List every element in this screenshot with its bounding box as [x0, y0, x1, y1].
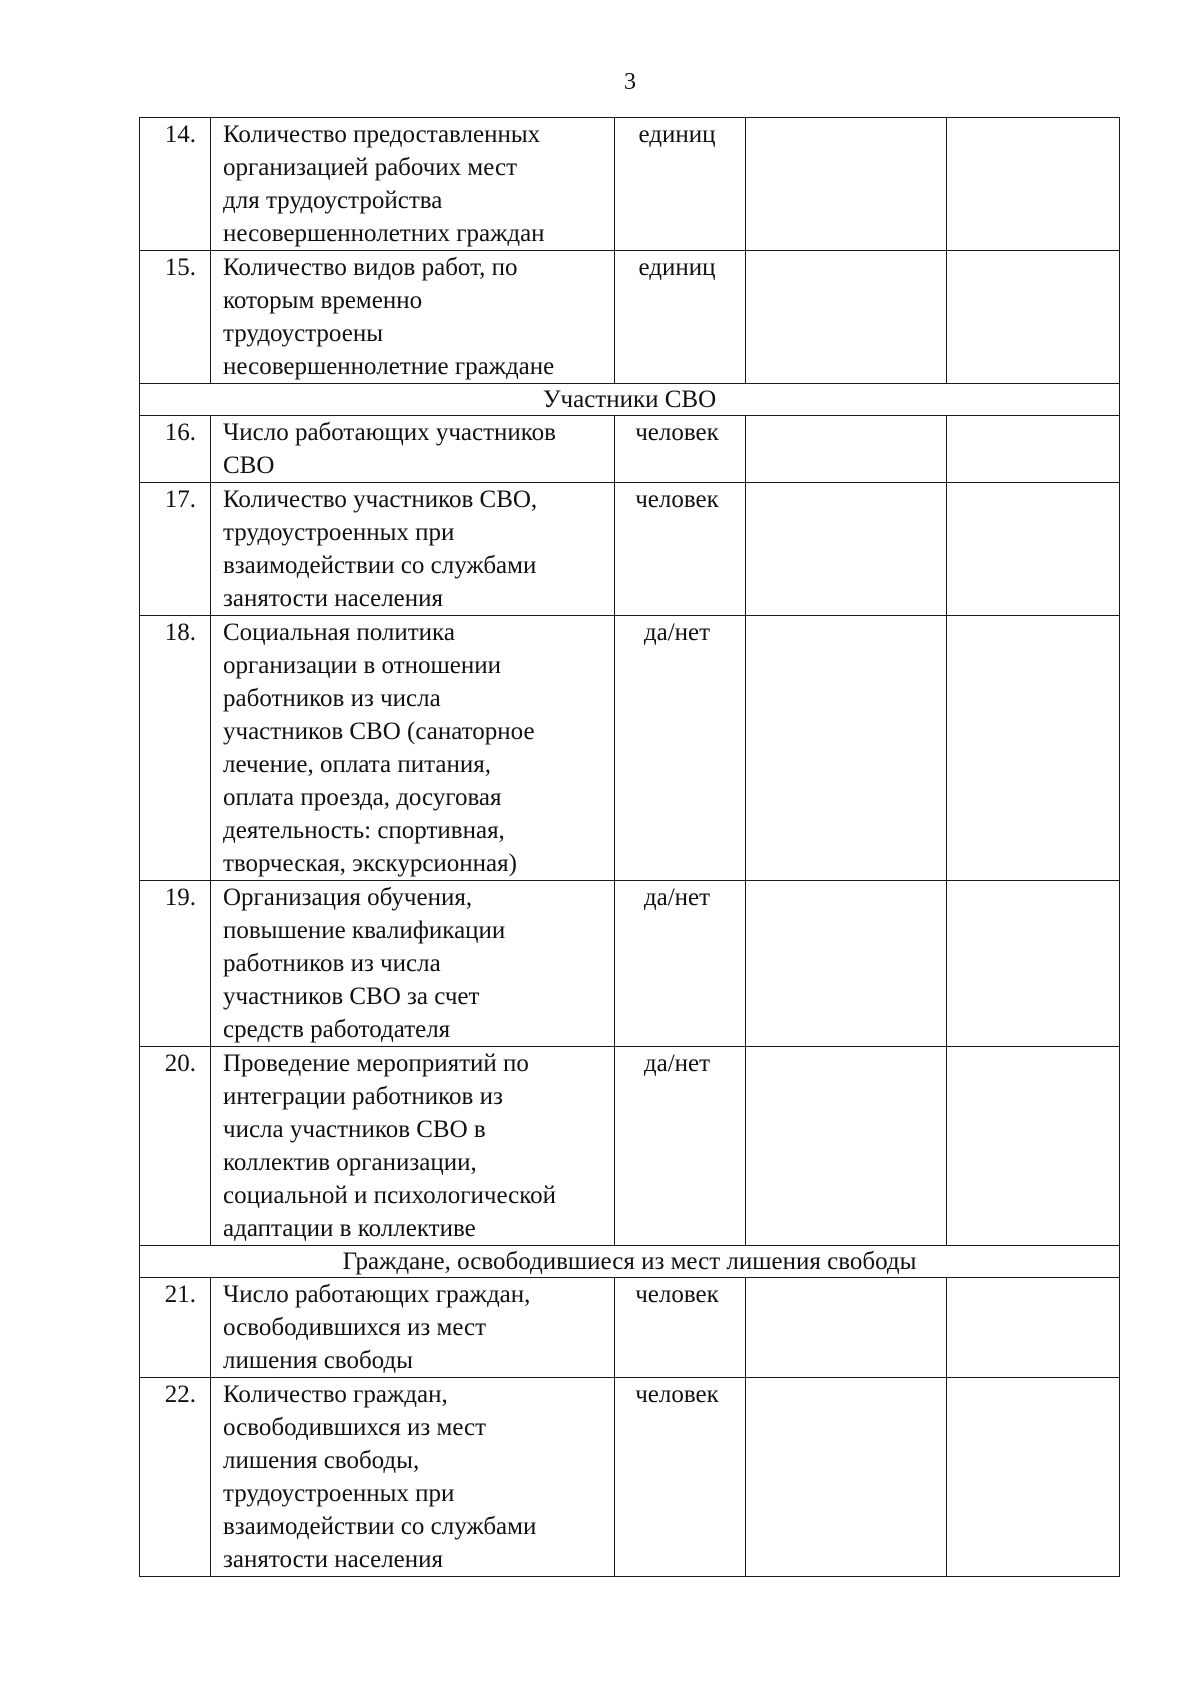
value-cell[interactable] [947, 1047, 1120, 1246]
indicator-name-line: взаимодействии со службами [223, 552, 537, 579]
indicator-name-line: лишения свободы, [223, 1447, 420, 1474]
row-number: 18. [140, 616, 211, 881]
indicator-name-line: участников СВО за счет [223, 983, 480, 1010]
value-cell[interactable] [947, 1278, 1120, 1378]
table-row [140, 616, 1120, 881]
indicator-name-line: работников из числа [223, 950, 441, 977]
indicator-name [211, 616, 615, 881]
indicator-name [211, 118, 615, 251]
indicator-name-line: Количество предоставленных [223, 121, 541, 148]
row-number: 15. [140, 251, 211, 384]
indicator-name-line: лишения свободы [223, 1347, 413, 1374]
indicator-name-line: участников СВО (санаторное [223, 718, 535, 745]
unit-of-measure: человек [615, 416, 746, 483]
value-cell[interactable] [746, 118, 947, 251]
indicator-name-line: Количество видов работ, по [223, 254, 518, 281]
unit-of-measure: единиц [615, 251, 746, 384]
indicator-name-line: несовершеннолетних граждан [223, 220, 545, 247]
indicator-name-line: взаимодействии со службами [223, 1513, 537, 1540]
value-cell[interactable] [746, 1047, 947, 1246]
indicator-name-line: деятельность: спортивная, [223, 817, 505, 844]
row-number: 20. [140, 1047, 211, 1246]
section-header-row [140, 1246, 1120, 1278]
indicator-name [211, 881, 615, 1047]
indicator-name-line: трудоустроенных при [223, 1480, 455, 1507]
row-number: 21. [140, 1278, 211, 1378]
row-number: 14. [140, 118, 211, 251]
value-cell[interactable] [746, 483, 947, 616]
indicator-name-line: организации в отношении [223, 652, 501, 679]
table-row [140, 416, 1120, 483]
indicator-name-line: освободившихся из мест [223, 1414, 487, 1441]
indicator-name-line: Число работающих участников [223, 419, 556, 446]
indicator-name-line: работников из числа [223, 685, 441, 712]
indicator-name-line: трудоустроенных при [223, 519, 455, 546]
row-number: 22. [140, 1378, 211, 1577]
indicator-table [139, 117, 1120, 1577]
indicator-name-line: повышение квалификации [223, 917, 506, 944]
value-cell[interactable] [947, 616, 1120, 881]
indicator-name [211, 1047, 615, 1246]
indicator-name-line: организацией рабочих мест [223, 154, 517, 181]
table-row [140, 483, 1120, 616]
indicator-name-line: трудоустроены [223, 320, 383, 347]
indicator-name-line: коллектив организации, [223, 1149, 477, 1176]
indicator-name-line: лечение, оплата питания, [223, 751, 491, 778]
value-cell[interactable] [947, 881, 1120, 1047]
table-row [140, 1378, 1120, 1577]
value-cell[interactable] [746, 1378, 947, 1577]
indicator-name-line: Число работающих граждан, [223, 1281, 531, 1308]
indicator-name-line: занятости населения [223, 585, 444, 612]
value-cell[interactable] [746, 616, 947, 881]
table-row [140, 881, 1120, 1047]
indicator-name [211, 483, 615, 616]
section-title: Участники СВО [140, 384, 1120, 416]
unit-of-measure: да/нет [615, 1047, 746, 1246]
unit-of-measure: да/нет [615, 616, 746, 881]
indicator-name-line: Количество участников СВО, [223, 486, 538, 513]
indicator-name [211, 1378, 615, 1577]
value-cell[interactable] [746, 881, 947, 1047]
indicator-name-line: освободившихся из мест [223, 1314, 487, 1341]
page-number: 3 [624, 69, 636, 95]
indicator-name [211, 251, 615, 384]
indicator-name-line: для трудоустройства [223, 187, 443, 214]
indicator-name [211, 1278, 615, 1378]
table-row [140, 1047, 1120, 1246]
indicator-name-line: несовершеннолетние граждане [223, 353, 555, 380]
value-cell[interactable] [947, 118, 1120, 251]
indicator-name-line: Проведение мероприятий по [223, 1050, 529, 1077]
value-cell[interactable] [947, 251, 1120, 384]
value-cell[interactable] [947, 416, 1120, 483]
unit-of-measure: человек [615, 1278, 746, 1378]
value-cell[interactable] [746, 1278, 947, 1378]
indicator-name-line: СВО [223, 452, 275, 479]
indicator-name-line: числа участников СВО в [223, 1116, 486, 1143]
indicator-name-line: Количество граждан, [223, 1381, 448, 1408]
unit-of-measure: единиц [615, 118, 746, 251]
indicator-name-line: оплата проезда, досуговая [223, 784, 502, 811]
table-row [140, 1278, 1120, 1378]
table-row [140, 251, 1120, 384]
table-body [140, 118, 1120, 1577]
row-number: 19. [140, 881, 211, 1047]
indicator-name-line: Социальная политика [223, 619, 455, 646]
section-header-row [140, 384, 1120, 416]
indicator-name-line: адаптации в коллективе [223, 1215, 476, 1242]
value-cell[interactable] [947, 483, 1120, 616]
unit-of-measure: человек [615, 1378, 746, 1577]
unit-of-measure: человек [615, 483, 746, 616]
table-row [140, 118, 1120, 251]
indicator-name [211, 416, 615, 483]
indicator-name-line: творческая, экскурсионная) [223, 850, 517, 877]
unit-of-measure: да/нет [615, 881, 746, 1047]
indicator-name-line: занятости населения [223, 1546, 444, 1573]
indicator-name-line: Организация обучения, [223, 884, 473, 911]
value-cell[interactable] [746, 251, 947, 384]
row-number: 16. [140, 416, 211, 483]
indicator-name-line: интеграции работников из [223, 1083, 503, 1110]
indicator-name-line: средств работодателя [223, 1016, 451, 1043]
value-cell[interactable] [947, 1378, 1120, 1577]
indicator-name-line: которым временно [223, 287, 423, 314]
section-title: Граждане, освободившиеся из мест лишения свободы [140, 1246, 1120, 1278]
value-cell[interactable] [746, 416, 947, 483]
row-number: 17. [140, 483, 211, 616]
indicator-name-line: социальной и психологической [223, 1182, 557, 1209]
